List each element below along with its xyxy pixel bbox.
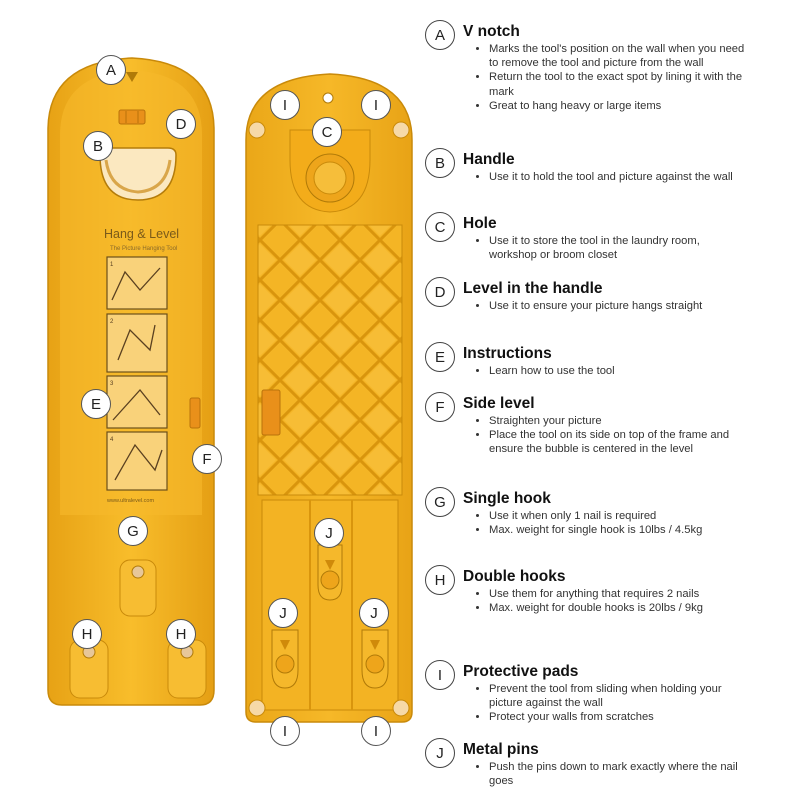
callout-i-bottom-right: I	[361, 716, 391, 746]
legend-title: Instructions	[463, 345, 552, 362]
pad-top-left	[249, 122, 265, 138]
callout-i-top-right: I	[361, 90, 391, 120]
legend-badge: E	[425, 342, 455, 372]
legend-bullet: • Return the tool to the exact spot by lining it with the mark	[489, 70, 749, 98]
legend-title: Single hook	[463, 490, 551, 507]
legend-bullets	[475, 509, 749, 537]
legend-bullet: • Use it to store the tool in the laundry room, workshop or broom closet	[489, 234, 749, 262]
legend-title: Handle	[463, 151, 515, 168]
legend-bullets	[475, 414, 749, 457]
legend-title: Hole	[463, 215, 497, 232]
callout-i-bottom-left: I	[270, 716, 300, 746]
legend-bullet: • Place the tool on its side on top of the frame and ensure the bubble is centered in the level	[489, 428, 749, 456]
tool-front	[48, 58, 214, 705]
legend-bullets	[475, 42, 749, 113]
callout-c: C	[312, 117, 342, 147]
side-level-vial	[190, 398, 200, 428]
legend-title: Protective pads	[463, 663, 579, 680]
callout-h-right: H	[166, 619, 196, 649]
diamond-grid	[258, 225, 402, 495]
legend-bullet: • Use it to hold the tool and picture against the wall	[489, 170, 749, 184]
metal-pin-right	[362, 630, 388, 688]
callout-g: G	[118, 516, 148, 546]
legend-title: V notch	[463, 23, 520, 40]
legend-badge: C	[425, 212, 455, 242]
legend-bullet: • Straighten your picture	[489, 414, 749, 428]
tool-back	[246, 74, 412, 722]
callout-e: E	[81, 389, 111, 419]
callout-j-center: J	[314, 518, 344, 548]
metal-pin-left	[272, 630, 298, 688]
callout-b: B	[83, 131, 113, 161]
website-text: www.ultralevel.com	[107, 498, 155, 504]
legend-badge: G	[425, 487, 455, 517]
legend-bullets	[475, 170, 749, 184]
legend-bullet: • Prevent the tool from sliding when holding your picture against the wall	[489, 682, 749, 710]
legend-bullets	[475, 299, 749, 313]
legend-bullets	[475, 682, 749, 725]
legend-badge: I	[425, 660, 455, 690]
legend-bullet: • Use it when only 1 nail is required	[489, 509, 749, 523]
legend-bullet: • Use it to ensure your picture hangs straight	[489, 299, 749, 313]
legend-bullets	[475, 760, 749, 788]
callout-i-top-left: I	[270, 90, 300, 120]
legend-badge: F	[425, 392, 455, 422]
legend-badge: A	[425, 20, 455, 50]
step-number-1: 1	[110, 262, 114, 268]
legend-title: Level in the handle	[463, 280, 603, 297]
legend-bullet: • Great to hang heavy or large items	[489, 99, 749, 113]
step-number-3: 3	[110, 381, 114, 387]
legend-bullet: • Marks the tool's position on the wall when you need to remove the tool and picture from the wall	[489, 42, 749, 70]
legend-badge: H	[425, 565, 455, 595]
legend-badge: D	[425, 277, 455, 307]
legend-bullet: • Max. weight for double hooks is 20lbs / 9kg	[489, 601, 749, 615]
legend-bullet: • Push the pins down to mark exactly where the nail goes	[489, 760, 749, 788]
step-number-4: 4	[110, 437, 114, 443]
legend-bullets	[475, 364, 749, 378]
legend-title: Side level	[463, 395, 535, 412]
hanging-hole	[323, 93, 333, 103]
legend-title: Double hooks	[463, 568, 566, 585]
pad-bottom-left	[249, 700, 265, 716]
metal-pin-center	[318, 545, 342, 600]
legend-bullet: • Learn how to use the tool	[489, 364, 749, 378]
single-hook	[120, 560, 156, 616]
callout-h-left: H	[72, 619, 102, 649]
legend-bullets	[475, 234, 749, 262]
callout-d: D	[166, 109, 196, 139]
double-hook-right	[168, 640, 206, 698]
legend-title: Metal pins	[463, 741, 539, 758]
legend-bullet: • Use them for anything that requires 2 nails	[489, 587, 749, 601]
step-number-2: 2	[110, 319, 114, 325]
legend-bullets	[475, 587, 749, 615]
brand-name: Hang & Level	[104, 227, 180, 241]
legend-bullet: • Max. weight for single hook is 10lbs / 4.5kg	[489, 523, 749, 537]
callout-f: F	[192, 444, 222, 474]
pad-bottom-right	[393, 700, 409, 716]
pad-top-right	[393, 122, 409, 138]
brand-tagline: The Picture Hanging Tool	[110, 246, 178, 252]
handle-level-vial	[119, 110, 145, 124]
legend-badge: J	[425, 738, 455, 768]
callout-j-right: J	[359, 598, 389, 628]
legend-bullet: • Protect your walls from scratches	[489, 710, 749, 724]
callout-a: A	[96, 55, 126, 85]
callout-j-left: J	[268, 598, 298, 628]
legend-badge: B	[425, 148, 455, 178]
